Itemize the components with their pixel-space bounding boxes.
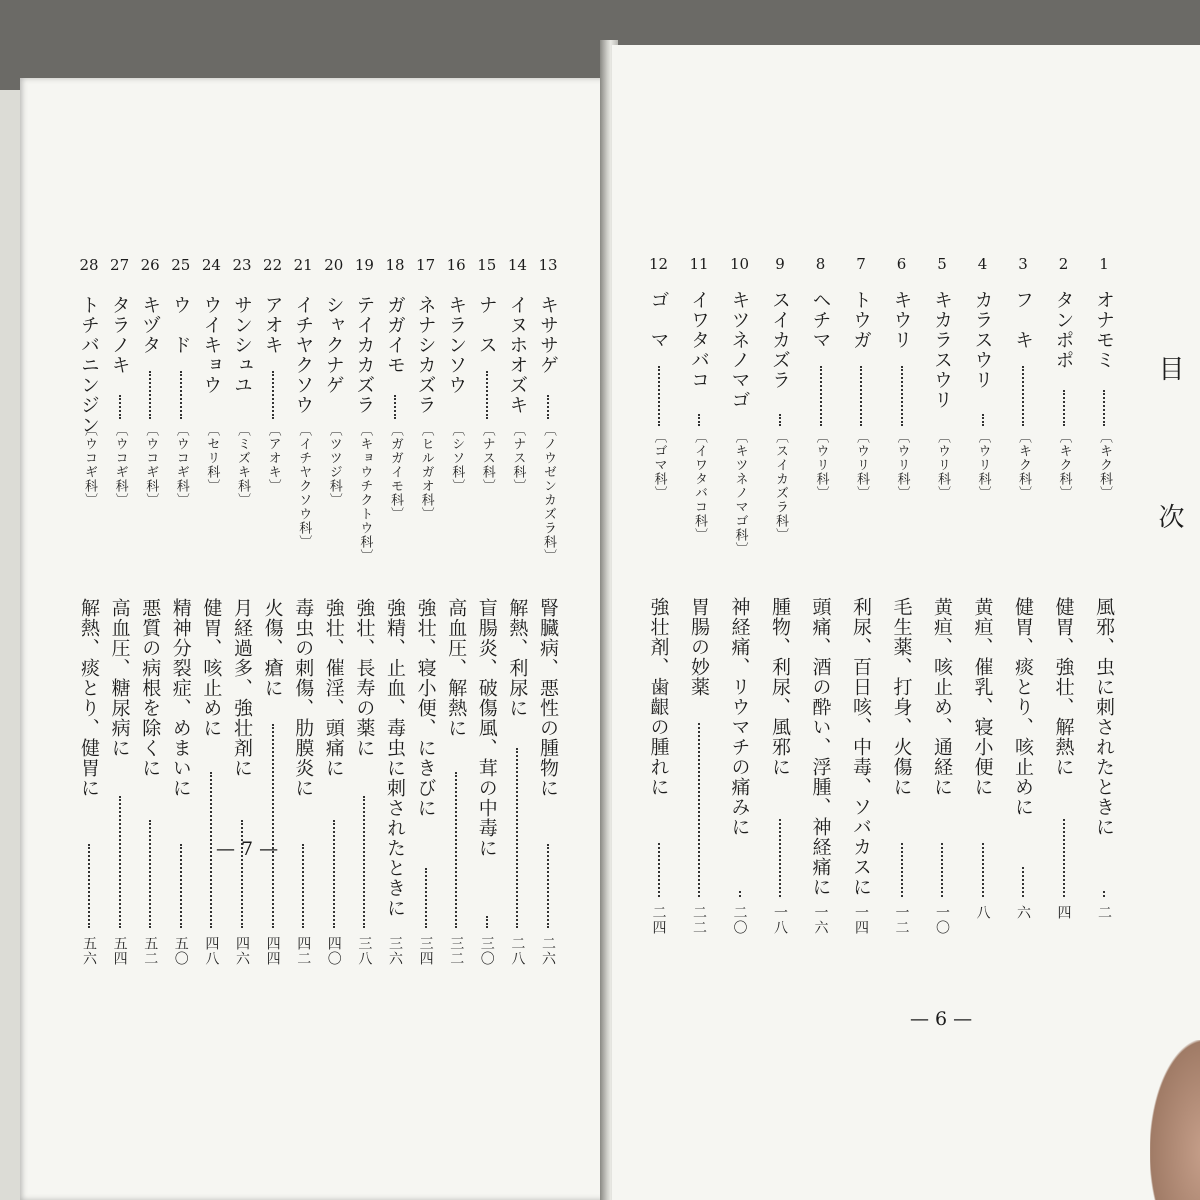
- entry-number: 5: [937, 255, 947, 273]
- entry-page: 三八: [356, 936, 373, 966]
- leader-dots: [1063, 390, 1065, 426]
- entry-family: 〔ヒルガオ科〕: [418, 423, 434, 521]
- entry-family: 〔ツツジ科〕: [326, 423, 342, 507]
- entry-plant-name: ゴ マ: [647, 290, 670, 350]
- entry-page: 三二: [448, 936, 465, 966]
- entry-effect: 強壮、催淫、頭痛に: [322, 598, 345, 778]
- right-page: [612, 45, 1200, 1200]
- entry-family: 〔スイカズラ科〕: [773, 430, 788, 542]
- entry-plant-name: イチヤクソウ: [292, 295, 315, 415]
- entry-page: 四六: [234, 936, 250, 966]
- leader-dots: [901, 843, 903, 897]
- leader-dots: [658, 843, 660, 897]
- entry-number: 25: [171, 256, 191, 274]
- entry-number: 21: [293, 256, 313, 274]
- entry-effect: 黄疸、咳止め、通経に: [931, 597, 953, 797]
- entry-number: 20: [324, 256, 344, 274]
- leader-dots: [1022, 366, 1024, 426]
- entry-family: 〔シソ科〕: [449, 423, 465, 493]
- entry-effect: 神経痛、リウマチの痛みに: [728, 597, 751, 837]
- leader-dots: [425, 868, 427, 928]
- page-title: 目 次: [1154, 355, 1184, 577]
- entry-family: 〔ノウゼンカズラ科〕: [541, 423, 556, 563]
- entry-page: 二二: [691, 905, 707, 935]
- entry-effect: 腫物、利尿、風邪に: [769, 597, 791, 777]
- entry-number: 15: [477, 256, 497, 274]
- entry-number: 28: [79, 256, 99, 274]
- entry-family: 〔ウコギ科〕: [143, 423, 159, 507]
- leader-dots: [302, 844, 304, 928]
- entry-family: 〔キク科〕: [1097, 430, 1112, 500]
- leader-dots: [547, 844, 549, 928]
- left-page-number: — 7 —: [216, 838, 279, 860]
- entry-effect: 盲腸炎、破傷風、茸の中毒に: [475, 598, 498, 858]
- leader-dots: [779, 414, 781, 426]
- leader-dots: [119, 796, 121, 928]
- entry-page: 四八: [203, 936, 220, 966]
- entry-page: 一二: [893, 905, 910, 935]
- entry-page: 三四: [417, 936, 434, 966]
- leader-dots: [486, 371, 488, 419]
- entry-family: 〔ミズキ科〕: [235, 423, 250, 507]
- entry-effect: 強精、止血、毒虫に刺されたときに: [384, 598, 406, 918]
- entry-family: 〔セリ科〕: [204, 423, 220, 493]
- entry-page: 四〇: [325, 936, 342, 966]
- entry-plant-name: タラノキ: [108, 295, 131, 375]
- entry-family: 〔キク科〕: [1016, 430, 1031, 500]
- entry-family: 〔ウリ科〕: [894, 430, 910, 500]
- entry-page: 八: [974, 905, 991, 920]
- leader-dots: [1103, 891, 1105, 897]
- leader-dots: [149, 371, 151, 419]
- entry-plant-name: ナ ス: [475, 295, 498, 355]
- leader-dots: [901, 366, 903, 426]
- entry-plant-name: キササゲ: [537, 295, 559, 375]
- entry-page: 五〇: [172, 936, 189, 966]
- leader-dots: [1063, 819, 1065, 897]
- entry-effect: 健胃、痰とり、咳止めに: [1012, 597, 1034, 817]
- entry-family: 〔アオキ〕: [265, 423, 281, 493]
- leader-dots: [272, 724, 274, 928]
- entry-family: 〔ウリ科〕: [854, 430, 869, 500]
- entry-page: 四二: [295, 936, 312, 966]
- leader-dots: [88, 844, 90, 928]
- page-stack-edge: [0, 90, 22, 1200]
- entry-plant-name: アオキ: [261, 295, 284, 355]
- entry-page: 四: [1055, 905, 1072, 920]
- entry-number: 3: [1018, 255, 1028, 273]
- entry-plant-name: スイカズラ: [769, 290, 791, 390]
- leader-dots: [1022, 867, 1024, 897]
- entry-family: 〔ウコギ科〕: [82, 423, 97, 507]
- entry-effect: 風邪、虫に刺されたときに: [1093, 597, 1115, 837]
- entry-plant-name: オナモミ: [1093, 290, 1115, 370]
- entry-family: 〔イチヤクソウ科〕: [296, 423, 312, 549]
- leader-dots: [149, 820, 151, 928]
- leader-dots: [698, 414, 700, 426]
- entry-number: 6: [896, 255, 907, 273]
- entry-page: 六: [1015, 905, 1031, 920]
- entry-number: 4: [977, 255, 988, 273]
- entry-effect: 毛生薬、打身、火傷に: [890, 597, 913, 797]
- leader-dots: [180, 844, 182, 928]
- entry-number: 12: [648, 255, 669, 273]
- thumb: [1150, 1040, 1200, 1200]
- entry-effect: 胃腸の妙薬: [688, 597, 710, 697]
- entry-family: 〔ウコギ科〕: [173, 423, 189, 507]
- leader-dots: [982, 414, 984, 426]
- leader-dots: [739, 891, 741, 897]
- leader-dots: [860, 366, 862, 426]
- entry-plant-name: シャクナゲ: [322, 295, 345, 395]
- entry-effect: 健胃、強壮、解熱に: [1052, 597, 1075, 777]
- entry-effect: 強壮、寝小便、にきびに: [414, 598, 437, 818]
- entry-page: 一〇: [934, 905, 950, 935]
- right-page-number: — 6 —: [910, 1008, 973, 1030]
- leader-dots: [394, 395, 396, 419]
- leader-dots: [119, 395, 121, 419]
- leader-dots: [272, 371, 274, 419]
- leader-dots: [516, 748, 518, 928]
- leader-dots: [363, 796, 365, 928]
- entry-effect: 解熱、利尿に: [506, 598, 529, 718]
- entry-number: 7: [856, 255, 866, 273]
- entry-effect: 毒虫の刺傷、肋膜炎に: [292, 598, 315, 798]
- entry-effect: 高血圧、解熱に: [445, 598, 468, 738]
- entry-page: 五六: [81, 936, 97, 966]
- entry-plant-name: テイカカズラ: [353, 295, 376, 415]
- leader-dots: [547, 395, 549, 419]
- entry-number: 22: [263, 256, 283, 274]
- entry-effect: 強壮剤、歯齦の腫れに: [647, 597, 670, 797]
- entry-plant-name: イワタバコ: [688, 290, 710, 390]
- entry-number: 13: [538, 256, 558, 274]
- entry-effect: 頭痛、酒の酔い、浮腫、神経痛に: [809, 597, 832, 897]
- leader-dots: [658, 366, 660, 426]
- leader-dots: [941, 843, 943, 897]
- entry-effect: 高血圧、糖尿病に: [108, 598, 131, 758]
- leader-dots: [241, 820, 243, 928]
- entry-family: 〔ウリ科〕: [813, 430, 829, 500]
- entry-plant-name: ウイキョウ: [200, 295, 223, 395]
- entry-plant-name: タンポポ: [1052, 290, 1075, 370]
- entry-plant-name: ヘチマ: [809, 290, 832, 350]
- entry-page: 五四: [111, 936, 128, 966]
- entry-number: 2: [1058, 255, 1069, 273]
- entry-page: 四四: [264, 936, 281, 966]
- left-page: [20, 78, 605, 1200]
- entry-page: 二八: [509, 936, 526, 966]
- entry-number: 9: [775, 255, 785, 273]
- entry-effect: 腎臓病、悪性の腫物に: [537, 598, 559, 798]
- entry-plant-name: カラスウリ: [971, 290, 994, 390]
- entry-family: 〔ナス科〕: [479, 423, 495, 493]
- entry-plant-name: キツネノマゴ: [728, 290, 751, 410]
- entry-page: 五二: [142, 936, 159, 966]
- entry-effect: 健胃、咳止めに: [200, 598, 223, 738]
- entry-number: 17: [416, 256, 436, 274]
- leader-dots: [180, 371, 182, 419]
- entry-number: 23: [232, 256, 252, 274]
- leader-dots: [779, 819, 781, 897]
- leader-dots: [698, 723, 700, 897]
- entry-page: 三〇: [478, 936, 495, 966]
- entry-family: 〔ウコギ科〕: [112, 423, 128, 507]
- entry-effect: 精神分裂症、めまいに: [169, 598, 192, 798]
- leader-dots: [820, 366, 822, 426]
- entry-family: 〔キク科〕: [1056, 430, 1072, 500]
- entry-plant-name: トウガ: [850, 290, 872, 350]
- entry-plant-name: サンシュユ: [231, 295, 253, 395]
- entry-number: 10: [729, 255, 750, 273]
- entry-number: 14: [507, 256, 527, 274]
- entry-family: 〔ウリ科〕: [975, 430, 991, 500]
- entry-family: 〔ガガイモ科〕: [388, 423, 403, 521]
- entry-plant-name: イヌホオズキ: [506, 295, 529, 415]
- entry-plant-name: フ キ: [1012, 290, 1034, 350]
- entry-page: 一四: [853, 905, 869, 935]
- entry-page: 三六: [387, 936, 403, 966]
- entry-plant-name: キウリ: [890, 290, 913, 350]
- entry-plant-name: ガガイモ: [384, 295, 406, 375]
- entry-plant-name: トチバニンジン: [78, 295, 100, 435]
- entry-family: 〔ゴマ科〕: [651, 430, 667, 500]
- leader-dots: [486, 916, 488, 928]
- entry-plant-name: ネナシカズラ: [414, 295, 437, 415]
- entry-number: 27: [110, 256, 130, 274]
- entry-family: 〔ナス科〕: [510, 423, 526, 493]
- entry-number: 18: [385, 256, 405, 274]
- entry-effect: 黄疸、催乳、寝小便に: [971, 597, 994, 797]
- entry-family: 〔イワタバコ科〕: [692, 430, 707, 542]
- leader-dots: [1103, 390, 1105, 426]
- leader-dots: [455, 772, 457, 928]
- entry-number: 11: [689, 255, 709, 273]
- entry-effect: 利尿、百日咳、中毒、ソバカスに: [850, 597, 872, 897]
- leader-dots: [982, 843, 984, 897]
- entry-number: 24: [201, 256, 221, 274]
- entry-page: 一八: [772, 905, 788, 935]
- entry-number: 8: [815, 255, 826, 273]
- entry-family: 〔キョウチクトウ科〕: [357, 423, 373, 563]
- leader-dots: [210, 772, 212, 928]
- entry-plant-name: キランソウ: [445, 295, 468, 395]
- entry-effect: 火傷、瘡に: [261, 598, 284, 698]
- entry-page: 二〇: [731, 905, 748, 935]
- entry-number: 1: [1099, 255, 1109, 273]
- entry-number: 16: [446, 256, 466, 274]
- entry-effect: 強壮、長寿の薬に: [353, 598, 376, 758]
- entry-effect: 解熱、痰とり、健胃に: [78, 598, 100, 798]
- entry-number: 19: [354, 256, 374, 274]
- entry-plant-name: キカラスウリ: [931, 290, 953, 410]
- entry-family: 〔ウリ科〕: [935, 430, 950, 500]
- entry-effect: 月経過多、強壮剤に: [231, 598, 253, 778]
- entry-family: 〔キツネノマゴ科〕: [732, 430, 748, 556]
- leader-dots: [333, 820, 335, 928]
- entry-page: 二: [1096, 905, 1112, 920]
- entry-effect: 悪質の病根を除くに: [139, 598, 162, 778]
- entry-plant-name: ウ ド: [169, 295, 192, 355]
- entry-page: 一六: [812, 905, 829, 935]
- entry-page: 二六: [540, 936, 556, 966]
- entry-plant-name: キヅタ: [139, 295, 162, 355]
- entry-number: 26: [140, 256, 160, 274]
- entry-page: 二四: [650, 905, 667, 935]
